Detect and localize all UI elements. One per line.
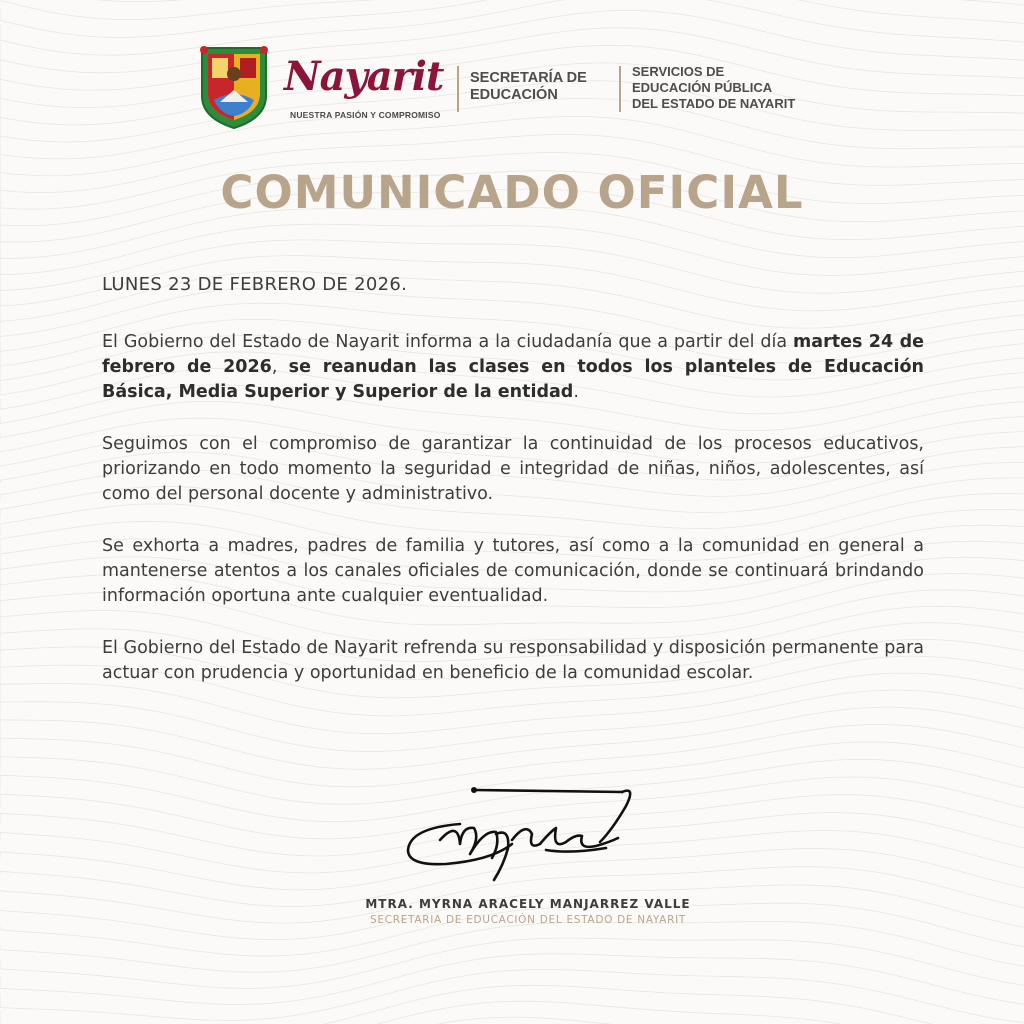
handwritten-signature bbox=[400, 784, 640, 894]
department-line: SECRETARÍA DE bbox=[470, 70, 587, 86]
header-divider bbox=[457, 66, 459, 112]
brand-name: Nayarit bbox=[284, 53, 444, 100]
communique-body bbox=[102, 272, 924, 713]
state-coat-of-arms-icon bbox=[196, 44, 272, 130]
paragraph: Seguimos con el compromiso de garantizar la continuidad de los procesos educativos, priorizando en todo momento la seguridad e integridad de niñas, niños, adolescentes, así como del personal docente y administrativo. bbox=[102, 434, 924, 504]
services-line: DEL ESTADO DE NAYARIT bbox=[632, 96, 796, 111]
signer-name: MTRA. MYRNA ARACELY MANJARREZ VALLE bbox=[365, 897, 691, 911]
paragraph-text: El Gobierno del Estado de Nayarit informa a la ciudadanía que a partir del día bbox=[102, 332, 794, 352]
signer-role: SECRETARIA DE EDUCACIÓN DEL ESTADO DE NAYARIT bbox=[370, 914, 686, 926]
brand-logo bbox=[284, 52, 444, 124]
services-line: SERVICIOS DE bbox=[632, 64, 725, 79]
brand-tagline: NUESTRA PASIÓN Y COMPROMISO bbox=[290, 110, 441, 120]
paragraph: El Gobierno del Estado de Nayarit refrenda su responsabilidad y disposición permanente para actuar con prudencia y oportunidad en beneficio de la comunidad escolar. bbox=[102, 638, 924, 683]
department-line: EDUCACIÓN bbox=[470, 87, 558, 103]
highlighted-announcement: se reanudan las clases en todos los planteles de Educación Básica, Media Superior y Superior de la entidad bbox=[102, 357, 924, 402]
services-line: EDUCACIÓN PÚBLICA bbox=[632, 80, 773, 95]
communique-date: LUNES 23 DE FEBRERO DE 2026. bbox=[102, 274, 408, 295]
header-divider bbox=[619, 66, 621, 112]
paragraph-text: , bbox=[271, 357, 289, 377]
paragraph: Se exhorta a madres, padres de familia y tutores, así como a la comunidad en general a mantenerse atentos a los canales oficiales de comunicación, donde se continuará brindando información oportuna ante cualquier eventualidad. bbox=[102, 536, 924, 606]
page-title: COMUNICADO OFICIAL bbox=[220, 166, 804, 219]
paragraph bbox=[102, 330, 924, 405]
department-name bbox=[470, 70, 587, 104]
highlighted-date: martes 24 de febrero de 2026 bbox=[102, 332, 925, 377]
paragraph-text: . bbox=[573, 382, 579, 402]
header bbox=[196, 44, 836, 134]
services-name bbox=[632, 64, 795, 112]
